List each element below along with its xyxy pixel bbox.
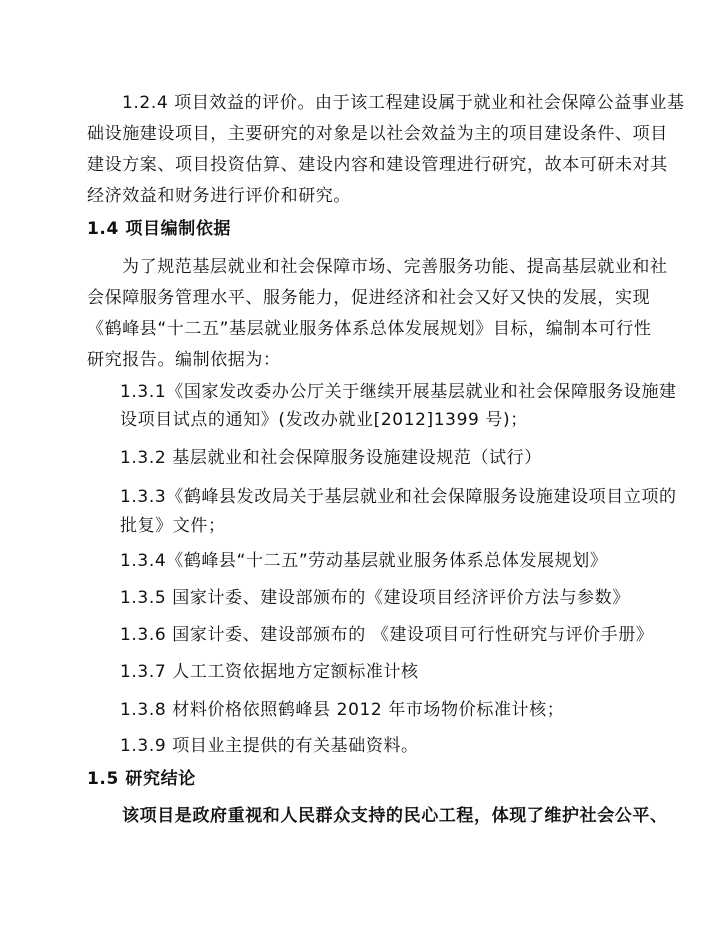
reference-item-1-3-8: 1.3.8 材料价格依照鹤峰县 2012 年市场物价标准计核； xyxy=(120,700,565,720)
section-1-5-heading: 1.5 研究结论 xyxy=(87,769,196,789)
paragraph-1-2-4-line-1: 1.2.4 项目效益的评价。由于该工程建设属于就业和社会保障公益事业基 xyxy=(122,93,685,113)
reference-item-1-3-3-cont: 批复》文件； xyxy=(120,516,226,536)
reference-item-1-3-6: 1.3.6 国家计委、建设部颁布的 《建设项目可行性研究与评价手册》 xyxy=(120,625,654,645)
reference-item-1-3-1: 1.3.1《国家发改委办公厅关于继续开展基层就业和社会保障服务设施建 xyxy=(120,382,677,402)
section-1-4-intro-line-4: 研究报告。编制依据为： xyxy=(87,350,281,370)
reference-item-1-3-7: 1.3.7 人工工资依据地方定额标准计核 xyxy=(120,662,419,682)
section-1-4-intro-line-3: 《鹤峰县“十二五”基层就业服务体系总体发展规划》目标，编制本可行性 xyxy=(87,319,652,339)
section-1-4-intro-line-2: 会保障服务管理水平、服务能力，促进经济和社会又好又快的发展，实现 xyxy=(87,288,651,308)
paragraph-1-2-4-line-2: 础设施建设项目，主要研究的对象是以社会效益为主的项目建设条件、项目 xyxy=(87,124,668,144)
reference-item-1-3-3: 1.3.3《鹤峰县发改局关于基层就业和社会保障服务设施建设项目立项的 xyxy=(120,487,677,507)
section-1-4-heading: 1.4 项目编制依据 xyxy=(87,219,232,239)
reference-item-1-3-9: 1.3.9 项目业主提供的有关基础资料。 xyxy=(120,736,419,756)
section-1-4-intro-line-1: 为了规范基层就业和社会保障市场、完善服务功能、提高基层就业和社 xyxy=(122,257,668,277)
reference-item-1-3-2: 1.3.2 基层就业和社会保障服务设施建设规范（试行） xyxy=(120,448,542,468)
conclusion-line-1: 该项目是政府重视和人民群众支持的民心工程，体现了维护社会公平、 xyxy=(122,806,668,826)
paragraph-1-2-4-line-3: 建设方案、项目投资估算、建设内容和建设管理进行研究，故本可研未对其 xyxy=(87,155,668,175)
reference-item-1-3-5: 1.3.5 国家计委、建设部颁布的《建设项目经济评价方法与参数》 xyxy=(120,588,630,608)
reference-item-1-3-4: 1.3.4《鹤峰县“十二五”劳动基层就业服务体系总体发展规划》 xyxy=(120,551,608,571)
paragraph-1-2-4-line-4: 经济效益和财务进行评价和研究。 xyxy=(87,186,351,206)
reference-item-1-3-1-cont: 设项目试点的通知》(发改办就业[2012]1399 号)； xyxy=(120,410,528,430)
